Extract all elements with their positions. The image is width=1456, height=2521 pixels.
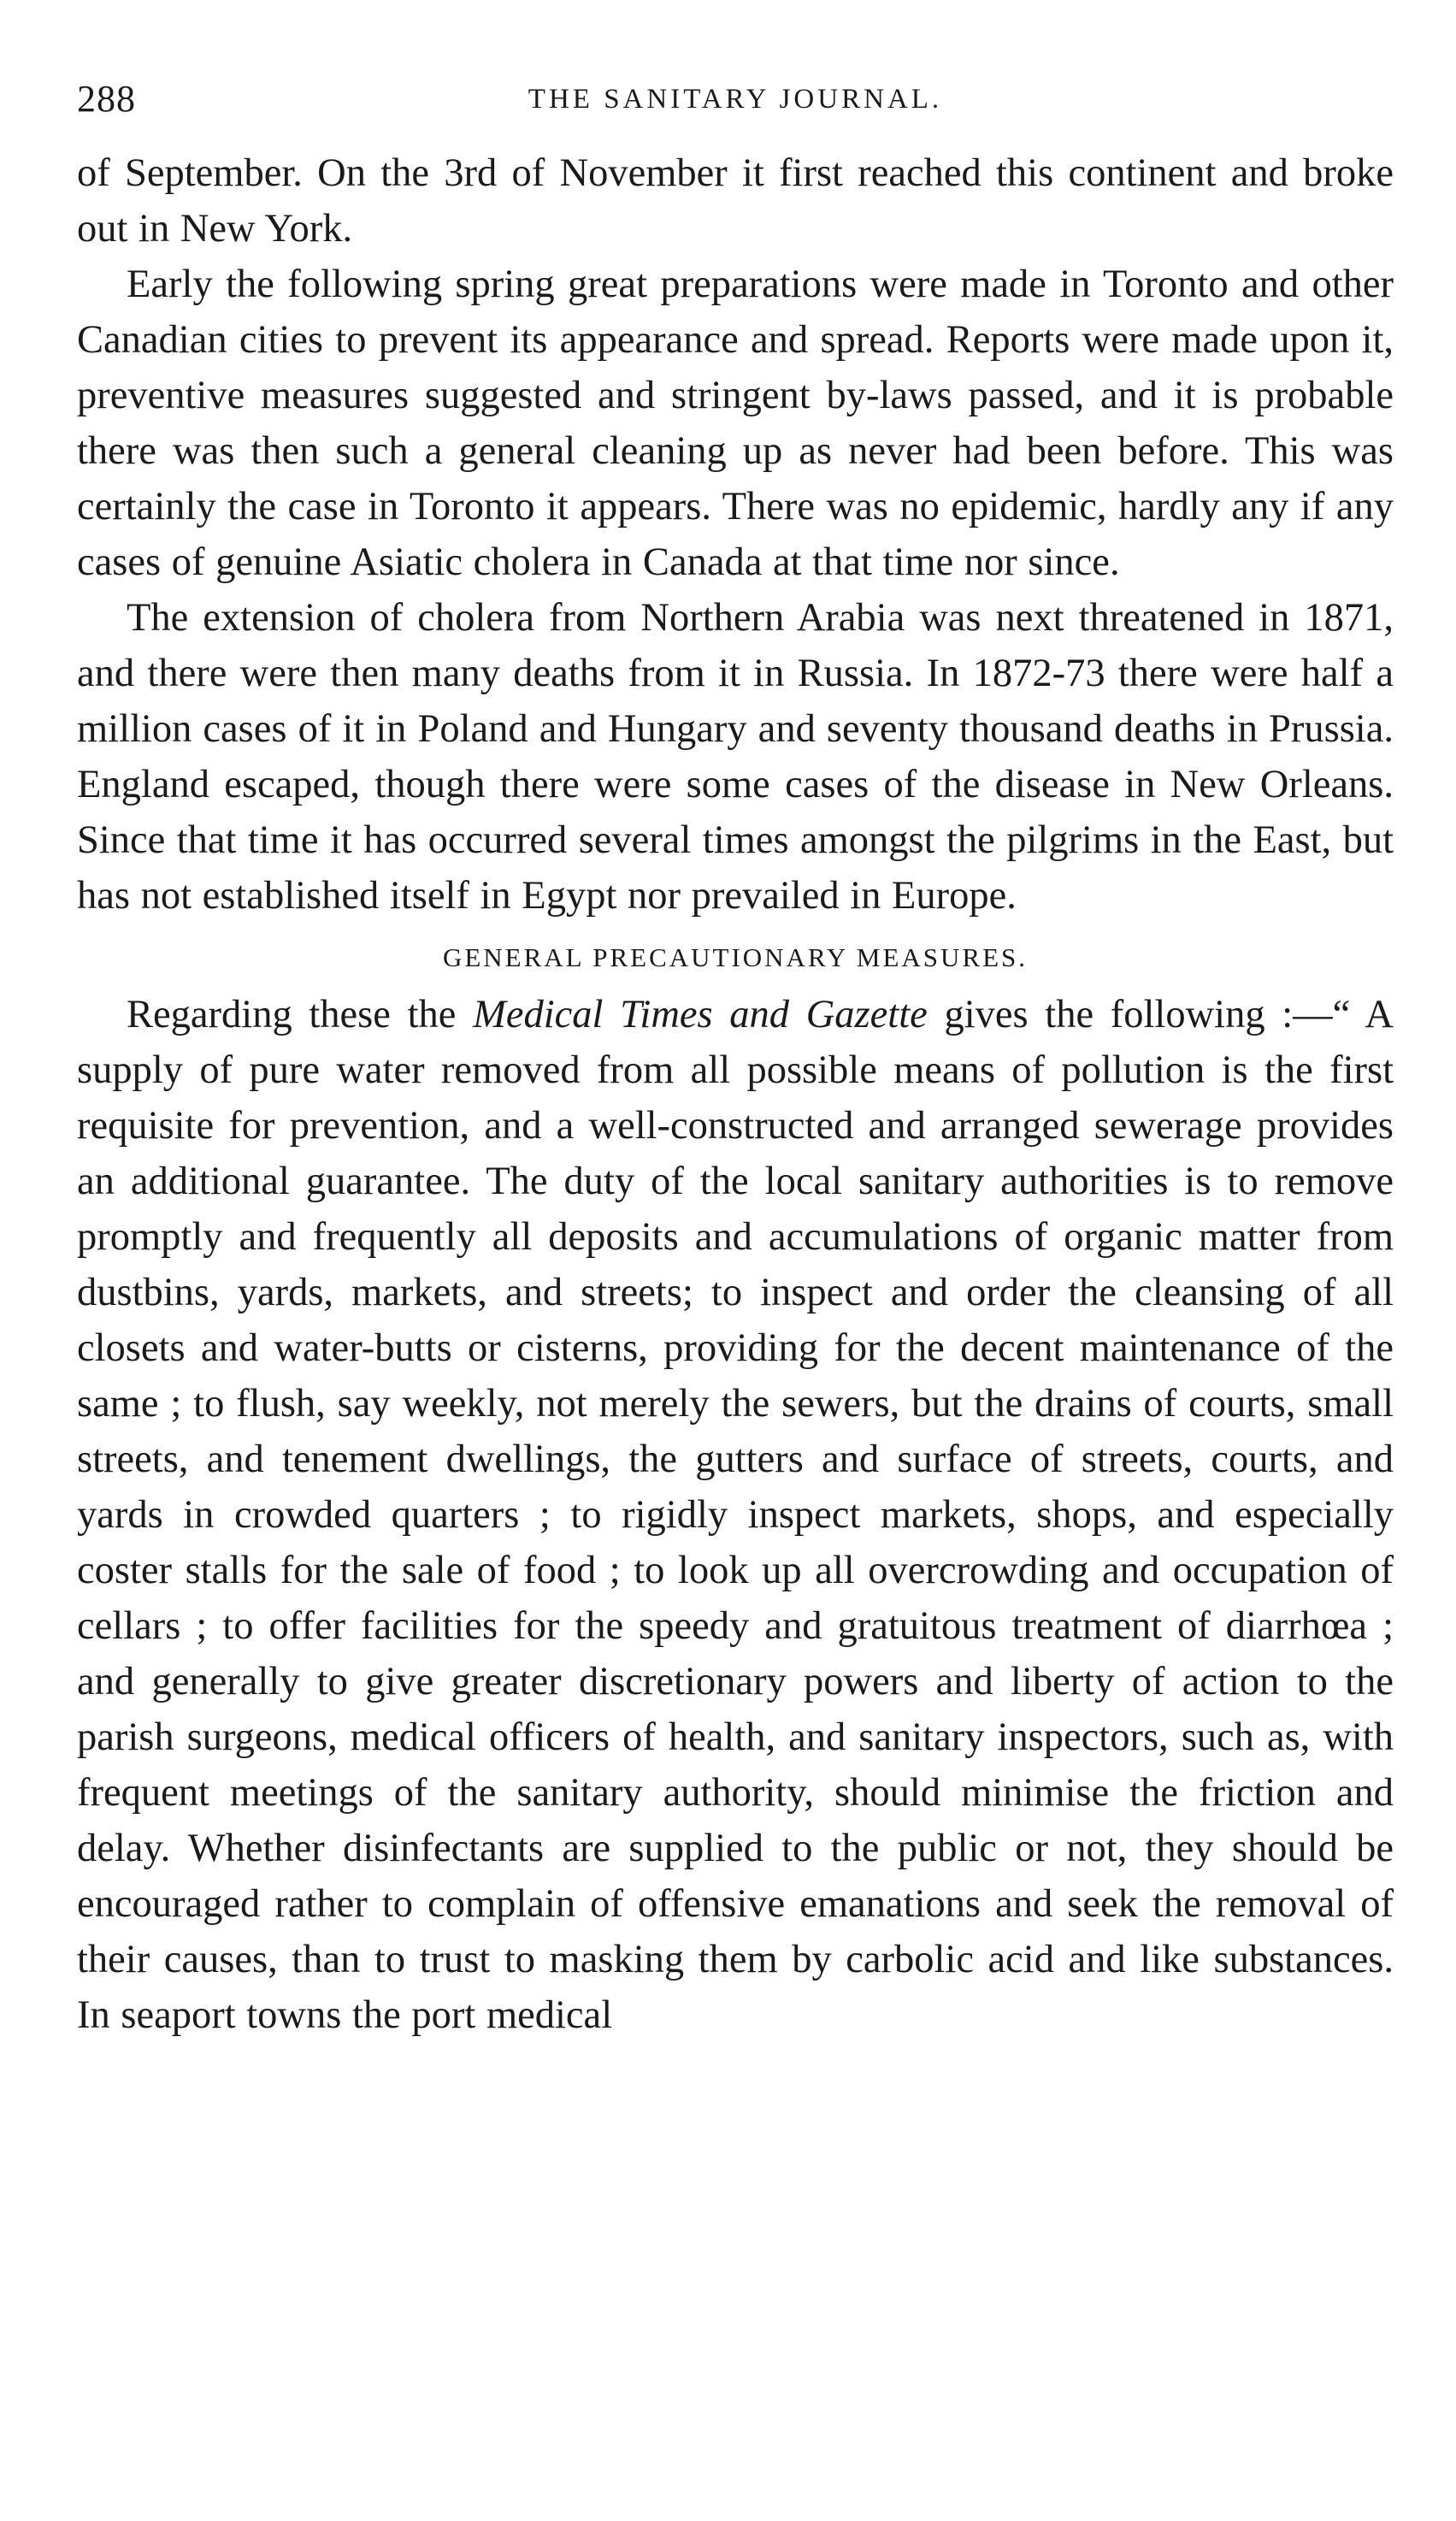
paragraph-continued: of September. On the 3rd of November it first reached this continent and broke out in New York.	[77, 151, 1394, 251]
paragraph-toronto-preparations: Early the following spring great preparations were made in Toronto and other Canadian cities to prevent its appearance and spread. Reports were made upon it, preventive measures suggested and stringent by-laws passed, and it is probable there was then such a general cleaning up as never had been before. This was certainly the case in Toronto it appears. There was no epidemic, hardly any if any cases of genuine Asiatic cholera in Canada at that time nor since.	[77, 263, 1394, 584]
publication-title: Medical Times and Gazette	[473, 993, 928, 1036]
running-head	[77, 68, 1394, 145]
section-heading: GENERAL PRECAUTIONARY MEASURES.	[442, 942, 1029, 972]
paragraph-quotation: gives the following :—“ A supply of pure water removed from all possible means of pollution is the first requisite for prevention, and a well-constructed and arranged sewerage provides an additional guarantee. The duty of the local sanitary authorities is to remove promptly and frequently all deposits and accumulations of organic matter from dustbins, yards, markets, and streets; to inspect and order the cleansing of all closets and water-butts or cisterns, providing for the decent maintenance of the same ; to flush, say weekly, not merely the sewers, but the drains of courts, small streets, and tenement dwellings, the gutters and surface of streets, courts, and yards in crowded quarters ; to rigidly inspect markets, shops, and especially coster stalls for the sale of food ; to look up all overcrowding and occupation of cellars ; to offer facilities for the speedy and gratuitous treatment of diarrhœa ; and generally to give greater discretionary powers and liberty of action to the parish surgeons, medical officers of health, and sanitary inspectors, such as, with frequent meetings of the sanitary authority, should minimise the friction and delay. Whether disinfectants are supplied to the public or not, they should be encouraged rather to complain of offensive emanations and seek the removal of their causes, than to trust to masking them by carbolic acid and like substances. In seaport towns the port medical	[77, 993, 1394, 2037]
article-body	[77, 145, 1394, 2043]
paragraph-lead: Regarding these the	[127, 993, 474, 1036]
paragraph-cholera-extension: The extension of cholera from Northern Arabia was next threatened in 1871, and there were then many deaths from it in Russia. In 1872-73 there were half a million cases of it in Poland and Hungary and seventy thousand deaths in Prussia. England escaped, though there were some cases of the disease in New Orleans. Since that time it has occurred several times amongst the pilgrims in the East, but has not established itself in Egypt nor prevailed in Europe.	[77, 596, 1394, 918]
page-number: 288	[77, 78, 136, 120]
journal-page	[77, 68, 1394, 2043]
paragraph-precautionary-measures	[77, 987, 1394, 2043]
journal-title: THE SANITARY JOURNAL.	[528, 84, 943, 115]
